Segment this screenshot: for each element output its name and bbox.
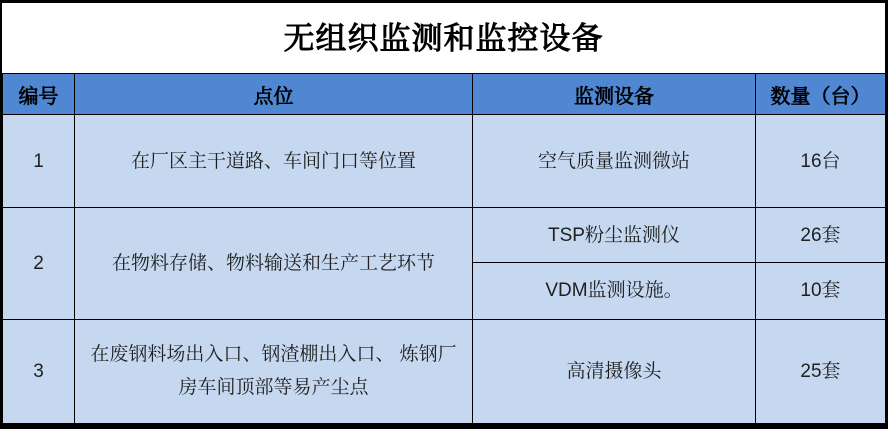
- row3-quantity-cell: 25套: [756, 319, 886, 423]
- header-cell-number: 编号: [3, 74, 75, 115]
- row3-location-cell: 在废钢料场出入口、钢渣棚出入口、 炼钢厂房车间顶部等易产尘点: [75, 319, 473, 423]
- row1-number-cell: 1: [3, 115, 75, 208]
- row2-number-cell: 2: [3, 208, 75, 319]
- table-row: [3, 115, 886, 208]
- table-row: [3, 208, 886, 263]
- monitoring-equipment-table: [2, 73, 886, 424]
- table-row: [3, 319, 886, 423]
- row1-quantity-cell: 16台: [756, 115, 886, 208]
- page-title: 无组织监测和监控设备: [283, 20, 604, 56]
- row2-device-cell-2: VDM监测设施。: [473, 263, 756, 319]
- title-band: [2, 3, 885, 73]
- row1-location-cell: 在厂区主干道路、车间门口等位置: [75, 115, 473, 208]
- header-cell-device: 监测设备: [473, 74, 756, 115]
- header-cell-location: 点位: [75, 74, 473, 115]
- row3-device-cell: 高清摄像头: [473, 319, 756, 423]
- header-cell-quantity: 数量（台）: [756, 74, 886, 115]
- row2-device-cell-1: TSP粉尘监测仪: [473, 208, 756, 263]
- row2-quantity-cell-2: 10套: [756, 263, 886, 319]
- row2-location-cell: 在物料存储、物料输送和生产工艺环节: [75, 208, 473, 319]
- row1-device-cell: 空气质量监测微站: [473, 115, 756, 208]
- table-header-row: [3, 74, 886, 115]
- row2-quantity-cell-1: 26套: [756, 208, 886, 263]
- row3-number-cell: 3: [3, 319, 75, 423]
